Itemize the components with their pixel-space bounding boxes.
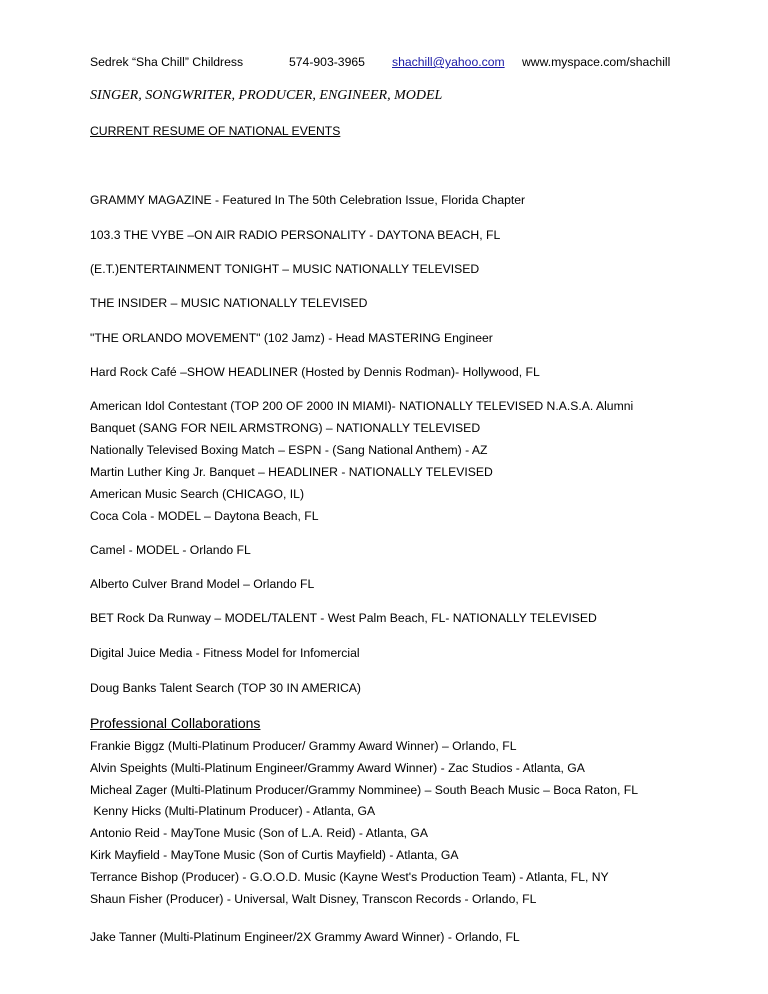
event-item: Martin Luther King Jr. Banquet – HEADLINER - NATIONALLY TELEVISED: [90, 465, 493, 479]
event-item: Doug Banks Talent Search (TOP 30 IN AMERICA): [90, 681, 361, 695]
collaboration-item: Micheal Zager (Multi-Platinum Producer/Grammy Nomminee) – South Beach Music – Boca Raton, FL: [90, 783, 638, 797]
collaborations-heading: Professional Collaborations: [90, 715, 261, 731]
tagline: SINGER, SONGWRITER, PRODUCER, ENGINEER, MODEL: [90, 88, 443, 103]
collaboration-item: Frankie Biggz (Multi-Platinum Producer/ Grammy Award Winner) – Orlando, FL: [90, 739, 517, 753]
event-item: Banquet (SANG FOR NEIL ARMSTRONG) – NATIONALLY TELEVISED: [90, 421, 481, 435]
event-item: 103.3 THE VYBE –ON AIR RADIO PERSONALITY - DAYTONA BEACH, FL: [90, 228, 501, 242]
event-item: Alberto Culver Brand Model – Orlando FL: [90, 577, 315, 591]
collaboration-item: Terrance Bishop (Producer) - G.O.O.D. Music (Kayne West's Production Team) - Atlanta, FL, NY: [90, 870, 609, 884]
event-item: Nationally Televised Boxing Match – ESPN - (Sang National Anthem) - AZ: [90, 443, 488, 457]
event-item: Camel - MODEL - Orlando FL: [90, 543, 251, 557]
event-item: Hard Rock Café –SHOW HEADLINER (Hosted by Dennis Rodman)- Hollywood, FL: [90, 365, 540, 379]
event-item: (E.T.)ENTERTAINMENT TONIGHT – MUSIC NATIONALLY TELEVISED: [90, 262, 480, 276]
event-item: GRAMMY MAGAZINE - Featured In The 50th Celebration Issue, Florida Chapter: [90, 193, 526, 207]
collaboration-item: Alvin Speights (Multi-Platinum Engineer/Grammy Award Winner) - Zac Studios - Atlanta, GA: [90, 761, 585, 775]
collaboration-item: Jake Tanner (Multi-Platinum Engineer/2X Grammy Award Winner) - Orlando, FL: [90, 930, 520, 944]
collaboration-item: Shaun Fisher (Producer) - Universal, Walt Disney, Transcon Records - Orlando, FL: [90, 892, 537, 906]
event-item: BET Rock Da Runway – MODEL/TALENT - West Palm Beach, FL- NATIONALLY TELEVISED: [90, 611, 597, 625]
events-heading: CURRENT RESUME OF NATIONAL EVENTS: [90, 124, 341, 138]
collaboration-item: Antonio Reid - MayTone Music (Son of L.A. Reid) - Atlanta, GA: [90, 826, 429, 840]
header-name: Sedrek “Sha Chill” Childress: [90, 55, 244, 69]
event-item: "THE ORLANDO MOVEMENT" (102 Jamz) - Head MASTERING Engineer: [90, 331, 493, 345]
event-item: THE INSIDER – MUSIC NATIONALLY TELEVISED: [90, 296, 368, 310]
collaboration-item: Kenny Hicks (Multi-Platinum Producer) - Atlanta, GA: [90, 804, 376, 818]
header-website: www.myspace.com/shachill: [522, 55, 671, 69]
collaboration-item: Kirk Mayfield - MayTone Music (Son of Curtis Mayfield) - Atlanta, GA: [90, 848, 459, 862]
event-item: Coca Cola - MODEL – Daytona Beach, FL: [90, 509, 319, 523]
header-email-link[interactable]: shachill@yahoo.com: [392, 55, 505, 69]
event-item: American Idol Contestant (TOP 200 OF 2000 IN MIAMI)- NATIONALLY TELEVISED N.A.S.A. Alumni: [90, 399, 634, 413]
event-item: Digital Juice Media - Fitness Model for Infomercial: [90, 646, 360, 660]
event-item: American Music Search (CHICAGO, IL): [90, 487, 305, 501]
header-phone: 574-903-3965: [289, 55, 365, 69]
